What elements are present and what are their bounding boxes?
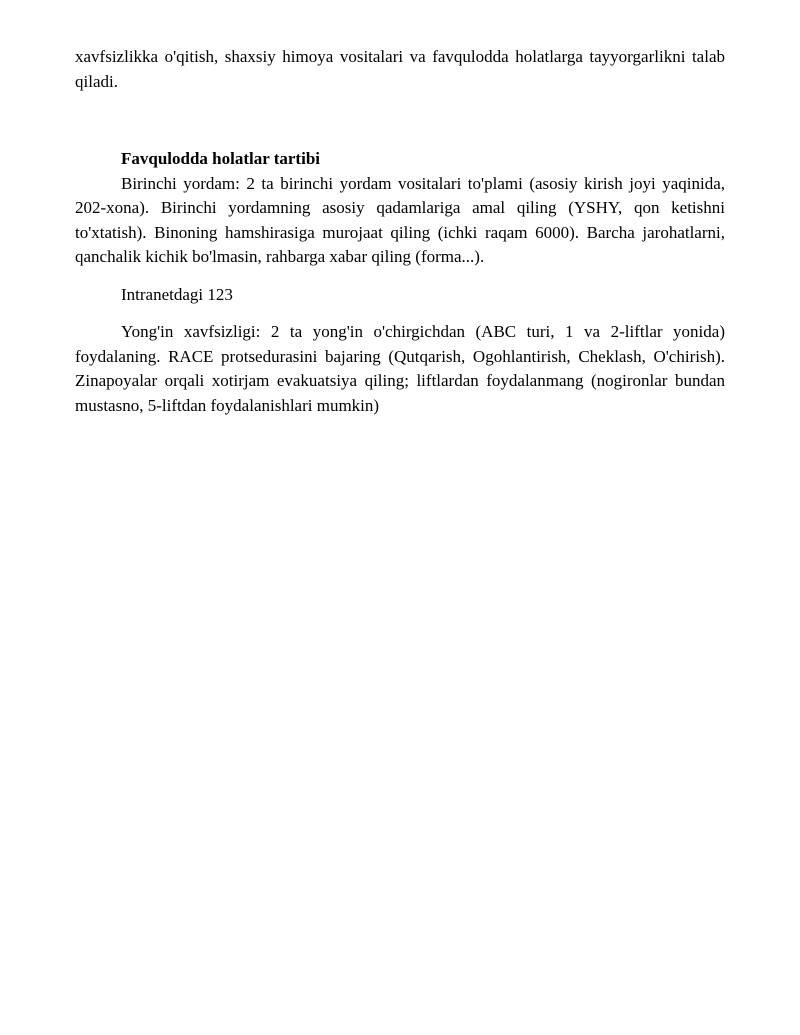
intro-paragraph: xavfsizlikka o'qitish, shaxsiy himoya vositalari va favqulodda holatlarga tayyorgarlikni talab qiladi. [75,47,725,91]
first-aid-paragraph: Birinchi yordam: 2 ta birinchi yordam vositalari to'plami (asosiy kirish joyi yaqinida, 202-xona). Birinchi yordamning asosiy qadamlariga amal qiling (YSHY, qon ketishni to'xtatish). Binoning hamshirasiga murojaat qiling (ichki raqam 6000). Barcha jarohatlarni, qanchalik kichik bo'lmasin, rahbarga xabar qiling (forma...). [75,173,725,266]
fire-safety-paragraph: Yong'in xavfsizligi: 2 ta yong'in o'chirgichdan (ABC turi, 1 va 2-liftlar yonida) foydalaning. RACE protsedurasini bajaring (Qutqarish, Ogohlantirish, Cheklash, O'chirish). Zinapoyalar orqali xotirjam evakuatsiya qiling; liftlardan foydalanmang (nogironlar bundan mustasno, 5-liftdan foydalanishlari mumkin) [75,322,725,415]
section-heading: Favqulodda holatlar tartibi [121,149,320,168]
document-body [75,45,725,418]
intranet-paragraph: Intranetdagi 123 [121,284,233,304]
